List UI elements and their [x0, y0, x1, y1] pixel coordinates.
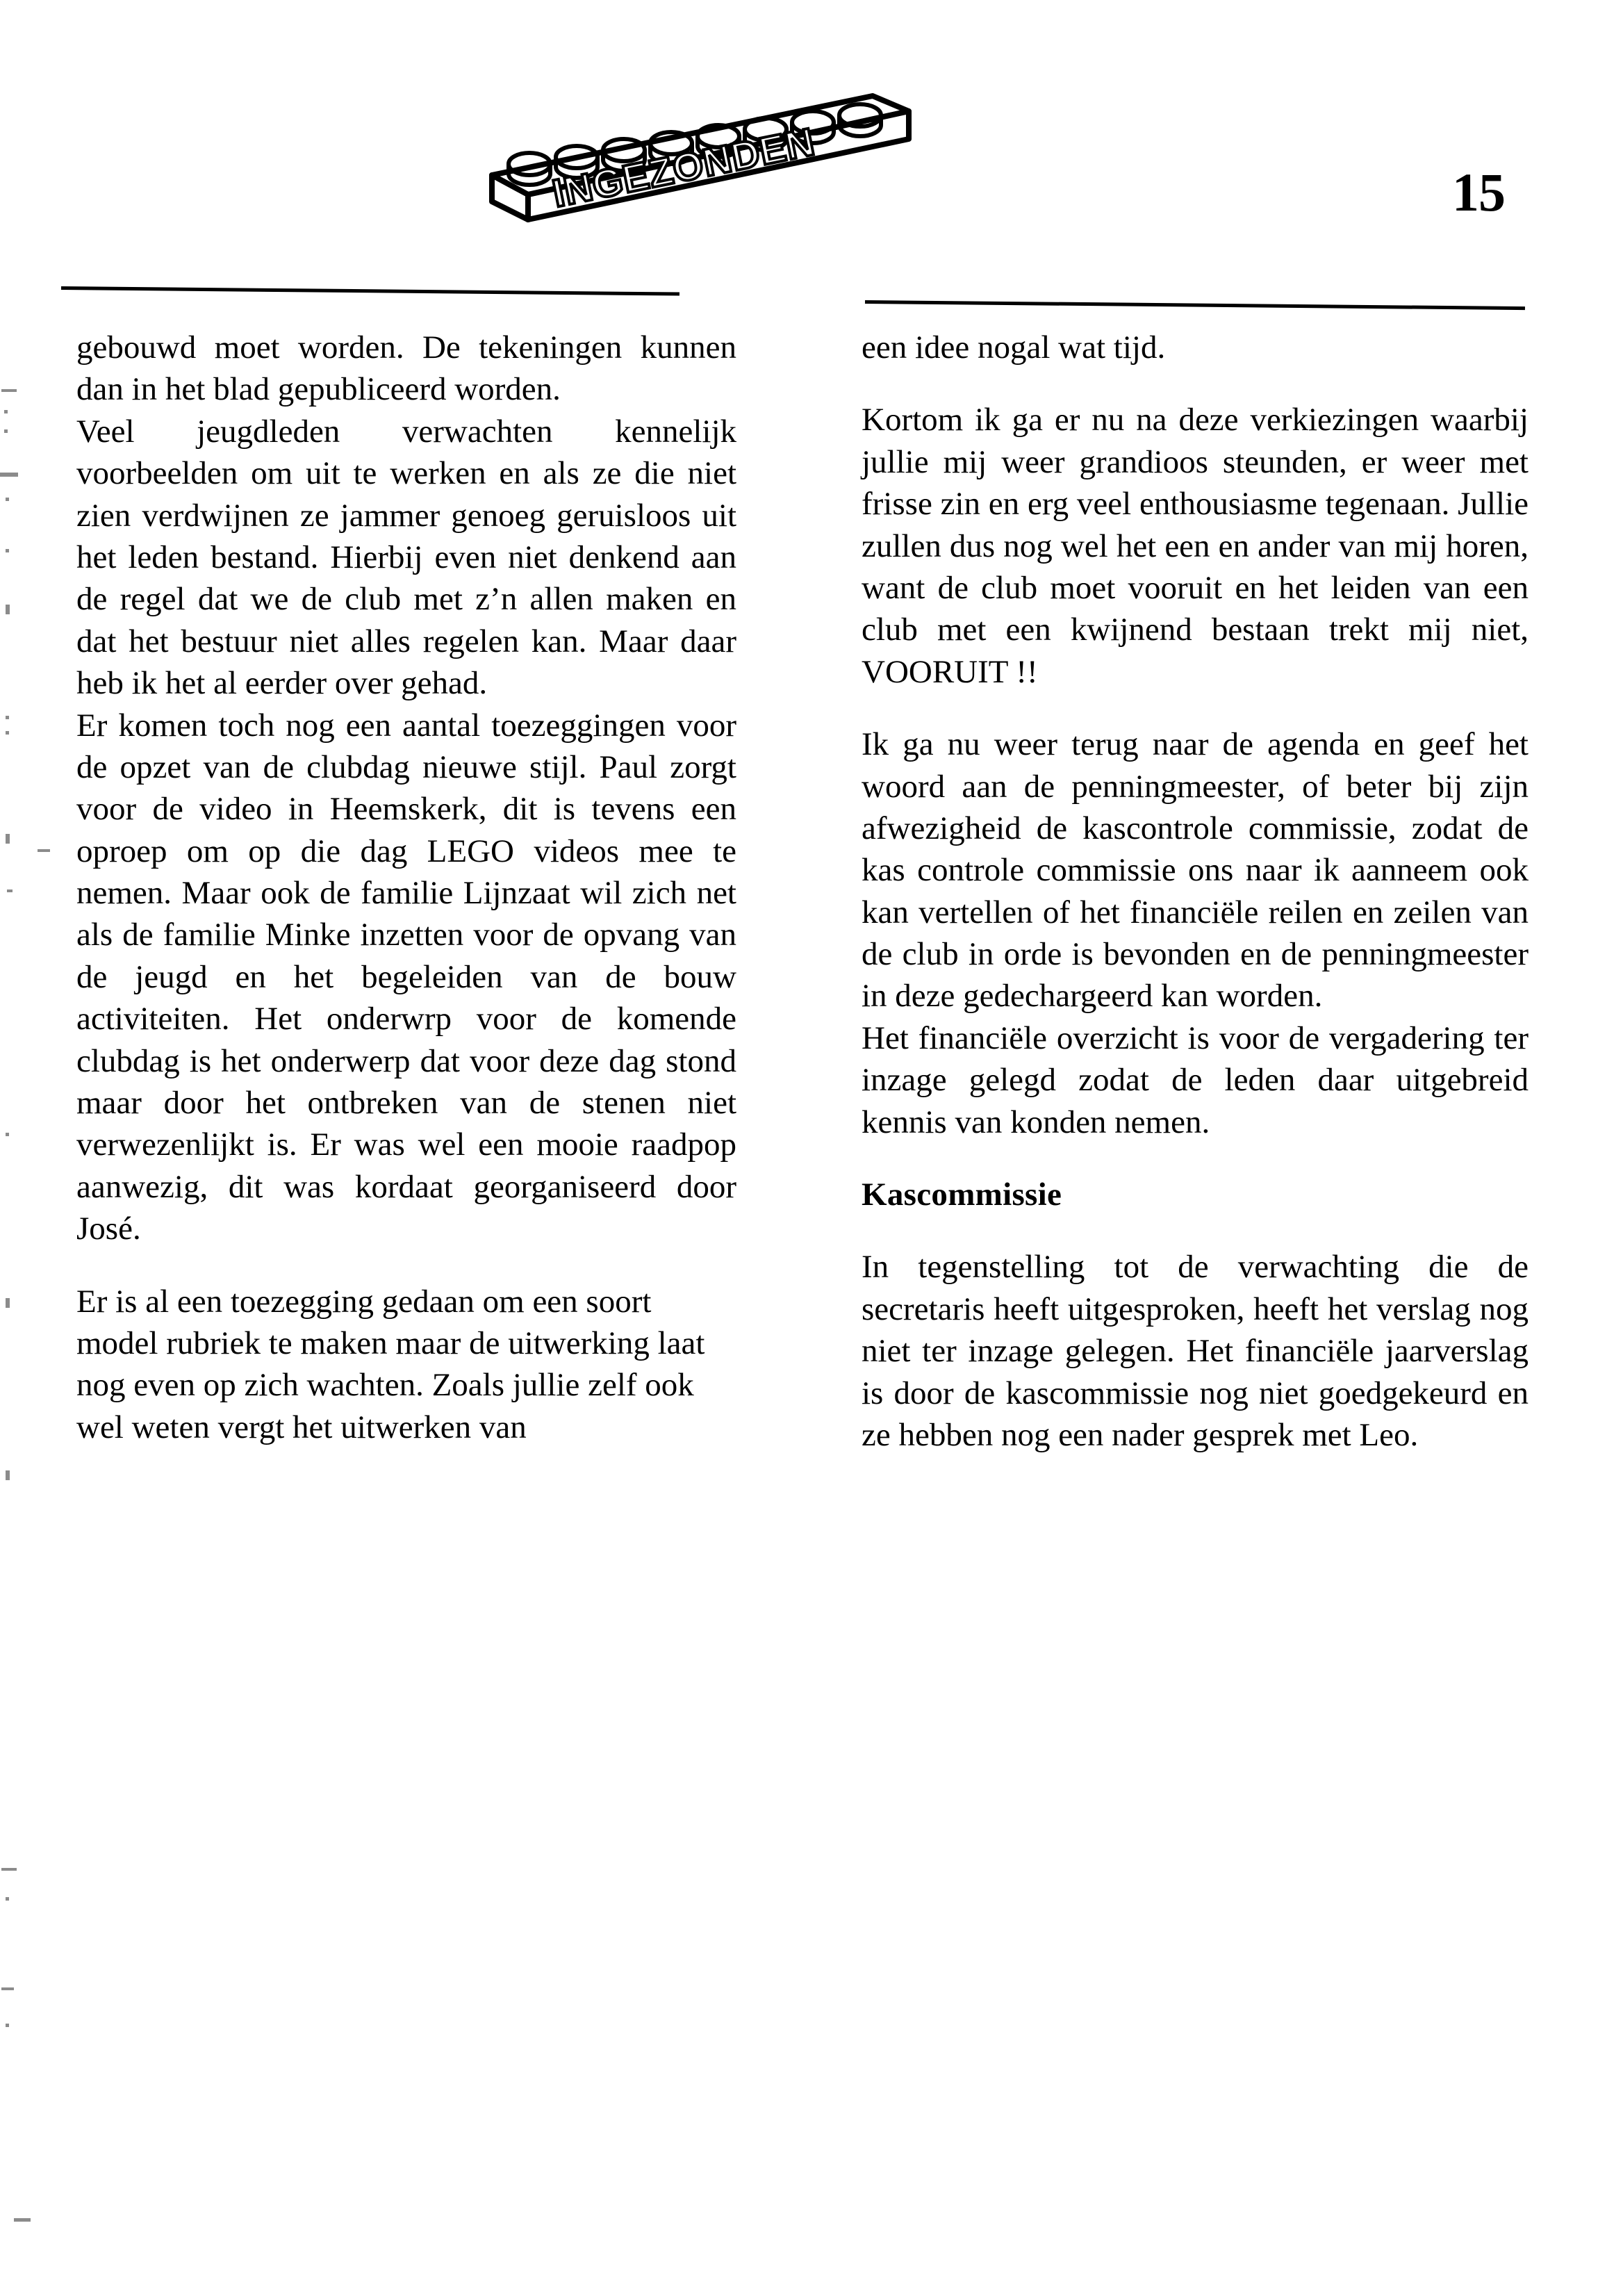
page-number: 15 [1452, 162, 1505, 222]
lego-brick-logo [479, 90, 924, 222]
paragraph: Ik ga nu weer terug naar de agenda en geef het woord aan de penningmeester, of beter bij zijn afwezigheid de kascontrole commissie, zodat de kas controle commissie ons naar ik aanneem ook kan vertellen of het financiële reilen en zeilen van de club in orde is bevonden en de penningmeester in deze gedechargeerd kan worden. [862, 726, 1529, 1015]
scan-artifacts [0, 0, 42, 2296]
masthead [0, 0, 1623, 278]
paragraph: Veel jeugdleden verwachten kennelijk voorbeelden om uit te werken en als ze die niet zien verdwijnen ze jammer genoeg geruisloos uit het leden bestand. Hierbij even niet denkend aan de regel dat we de club met z’n allen maken en dat het bestuur niet alles regelen kan. Maar daar heb ik het al eerder over gehad. [76, 413, 736, 702]
paragraph: Er komen toch nog een aantal toezeggingen voor de opzet van de clubdag nieuwe stijl. Paul zorgt voor de video in Heemskerk, dit is tevens een oproep om op die dag LEGO videos mee te nemen. Maar ook de familie Lijnzaat wil zich net als de familie Minke inzetten voor de opvang van de jeugd en het begeleiden van de bouw activiteiten. Het onderwrp voor de komende clubdag is het onderwerp dat voor deze dag stond maar door het ontbreken van de stenen niet verwezenlijkt is. Er was wel een mooie raadpop aanwezig, dit was kordaat georganiseerd door José. [76, 707, 736, 1247]
header-rule-right [865, 300, 1525, 310]
paragraph: Kortom ik ga er nu na deze verkiezingen waarbij jullie mij weer grandioos steunden, er weer met frisse zin en erg veel enthousiasme tegenaan. Jullie zullen dus nog wel het een en ander van mij horen, want de club moet vooruit en het leiden van een club met een kwijnend bestaan trekt mij niet, VOORUIT !! [862, 402, 1529, 690]
paragraph: een idee nogal wat tijd. [862, 329, 1166, 366]
section-heading-kascommissie: Kascommissie [862, 1176, 1062, 1213]
paragraph: Er is al een toezegging gedaan om een soort model rubriek te maken maar de uitwerking laat nog even op zich wachten. Zoals jullie zelf ook wel weten vergt het uitwerken van [76, 1283, 705, 1445]
header-rule-left [61, 286, 679, 296]
paragraph: gebouwd moet worden. De tekeningen kunnen dan in het blad gepubliceerd worden. [76, 329, 736, 408]
paragraph: Het financiële overzicht is voor de vergadering ter inzage gelegd zodat de leden daar uitgebreid kennis van konden nemen. [862, 1019, 1529, 1140]
column-right [862, 327, 1529, 1456]
paragraph: In tegenstelling tot de verwachting die de secretaris heeft uitgesproken, heeft het verslag nog niet ter inzage gelegen. Het financiële jaarverslag is door de kascommissie nog niet goedgekeurd en ze hebben nog een nader gesprek met Leo. [862, 1249, 1529, 1453]
column-left [76, 327, 736, 1448]
brick-wordmark: INGEZONDEN [548, 119, 819, 215]
lego-brick-icon [479, 90, 924, 222]
